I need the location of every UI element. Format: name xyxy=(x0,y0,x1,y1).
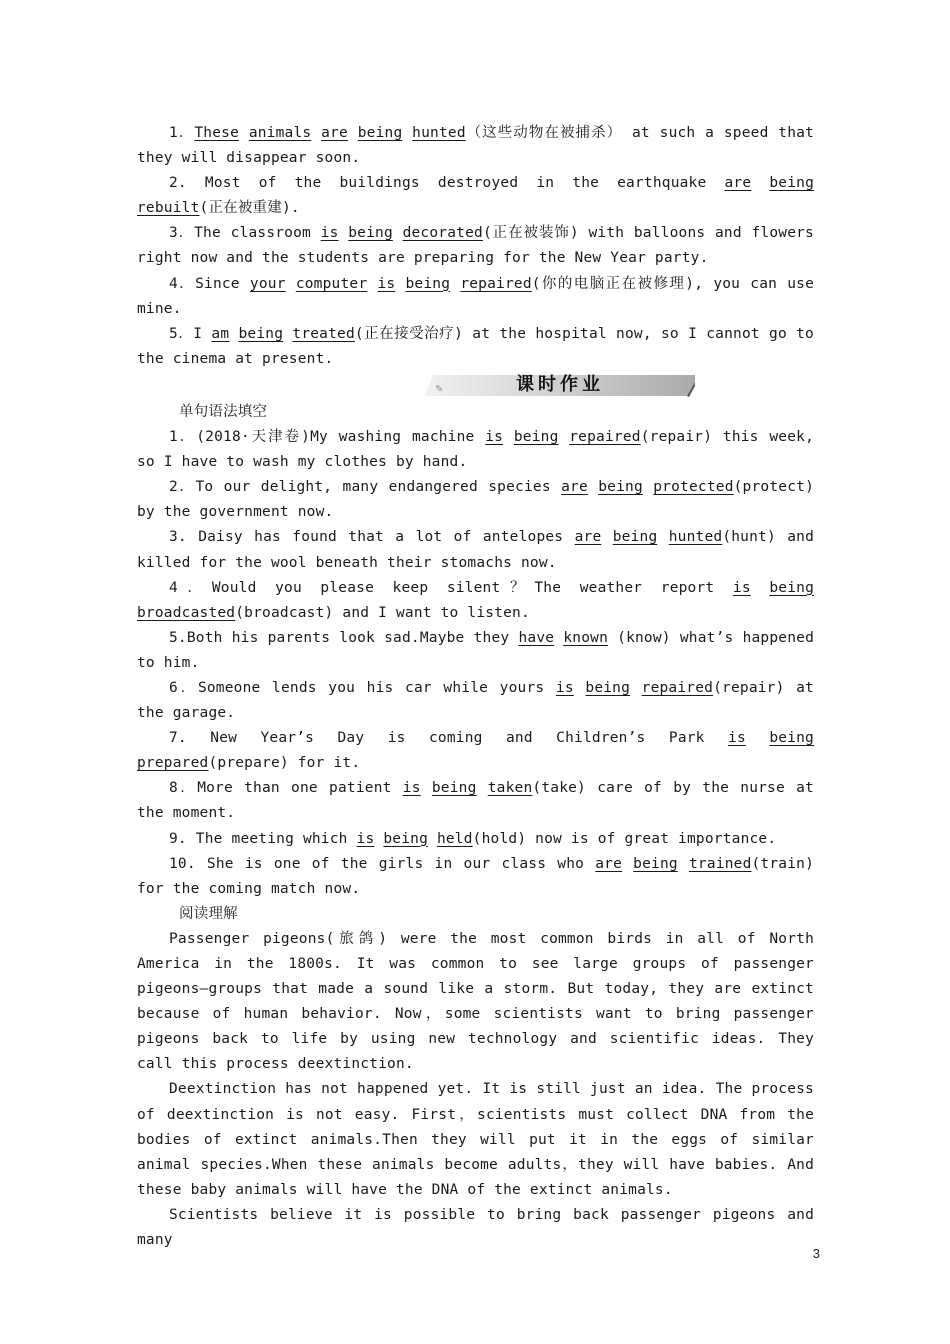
passage-paragraph: Deextinction has not happened yet. It is still just an idea. The process of deextinction is not easy. First，scientists must collect DNA from the bodies of extinct animals.Then they will put it in the eggs of similar animal species.When these animals become adults，they will have babies. And these baby animals will have the DNA of the extinct animals. xyxy=(137,1081,814,1198)
answer-blank: is xyxy=(728,730,746,747)
passage-paragraph: Passenger pigeons(旅鸽) were the most common birds in all of North America in the 1800s. It was common to see large groups of passenger pigeons—groups that made a sound like a storm. But today, they are extinct because of human behavior. Now，some scientists want to bring passenger pigeons back to life by using new technology and scientific ideas. They call this process deextinction. xyxy=(137,930,814,1073)
section-heading xyxy=(137,372,814,400)
exercise-item: 6．Someone lends you his car while yours is being repaired(repair) at the garage. xyxy=(137,679,814,722)
exercise-item: 9. The meeting which is being held(hold) now is of great importance. xyxy=(169,830,777,847)
exercise-item: 5.Both his parents look sad.Maybe they have known (know) what’s happened to him. xyxy=(137,629,815,671)
page-number: 3 xyxy=(812,1246,820,1261)
answer-blank: is xyxy=(356,830,375,847)
exercise-item: 7. New Year’s Day is coming and Children’s Park is being prepared(prepare) for it. xyxy=(137,730,814,772)
top-item: 4．Since your computer is being repaired(你的电脑正在被修理), you can use mine. xyxy=(137,275,815,317)
exercise-item: 1．(2018·天津卷)My washing machine is being repaired(repair) this week, so I have to wash my clothes by hand. xyxy=(137,429,814,471)
exercise-item: 4．Would you please keep silent？The weather report is being broadcasted(broadcast) and I want to listen. xyxy=(137,579,814,621)
top-item: 5．I am being treated(正在接受治疗) at the hospital now, so I cannot go to the cinema at present. xyxy=(137,325,814,367)
answer-blank: is xyxy=(320,225,339,242)
passage-paragraph: Scientists believe it is possible to bring back passenger pigeons and many xyxy=(137,1206,814,1249)
answer-blank: are xyxy=(561,479,588,496)
top-items xyxy=(137,121,814,372)
answer-blank: These xyxy=(194,125,240,141)
section-title: 课时作业 xyxy=(516,373,604,395)
top-item: 1．These animals are being hunted（这些动物在被捕杀） at such a speed that they will disappear soon. xyxy=(137,125,815,167)
exercise-item: 8．More than one patient is being taken(take) care of by the nurse at the moment. xyxy=(137,780,814,822)
answer-blank: are xyxy=(724,175,752,192)
answer-blank: is xyxy=(485,429,504,446)
exercise-item: 3. Daisy has found that a lot of antelopes are being hunted(hunt) and killed for the wool beneath their stomachs now. xyxy=(137,529,815,571)
page-content xyxy=(137,121,814,1253)
answer-blank: are xyxy=(595,855,623,872)
reading-passage xyxy=(137,927,814,1253)
subsection-label: 阅读理解 xyxy=(179,905,238,922)
answer-blank: your xyxy=(249,275,286,292)
answer-blank: is xyxy=(555,679,574,696)
exercise-item: 2．To our delight, many endangered species are being protected(protect) by the government now. xyxy=(137,479,814,521)
exercise-item: 10. She is one of the girls in our class who are being trained(train) for the coming match now. xyxy=(137,855,815,897)
top-item: 2. Most of the buildings destroyed in the earthquake are being rebuilt(正在被重建). xyxy=(137,175,815,217)
answer-blank: is xyxy=(732,579,751,596)
answer-blank: is xyxy=(402,780,421,797)
answer-blank: are xyxy=(574,529,602,546)
subsection-label: 单句语法填空 xyxy=(179,403,268,420)
exercise-list xyxy=(137,425,814,902)
answer-blank: am xyxy=(211,325,230,342)
answer-blank: have xyxy=(518,629,555,646)
banner-deco-icon: ✎ xyxy=(435,383,444,395)
top-item: 3．The classroom is being decorated(正在被装饰) with balloons and flowers right now and the students are preparing for the New Year party. xyxy=(137,225,814,267)
